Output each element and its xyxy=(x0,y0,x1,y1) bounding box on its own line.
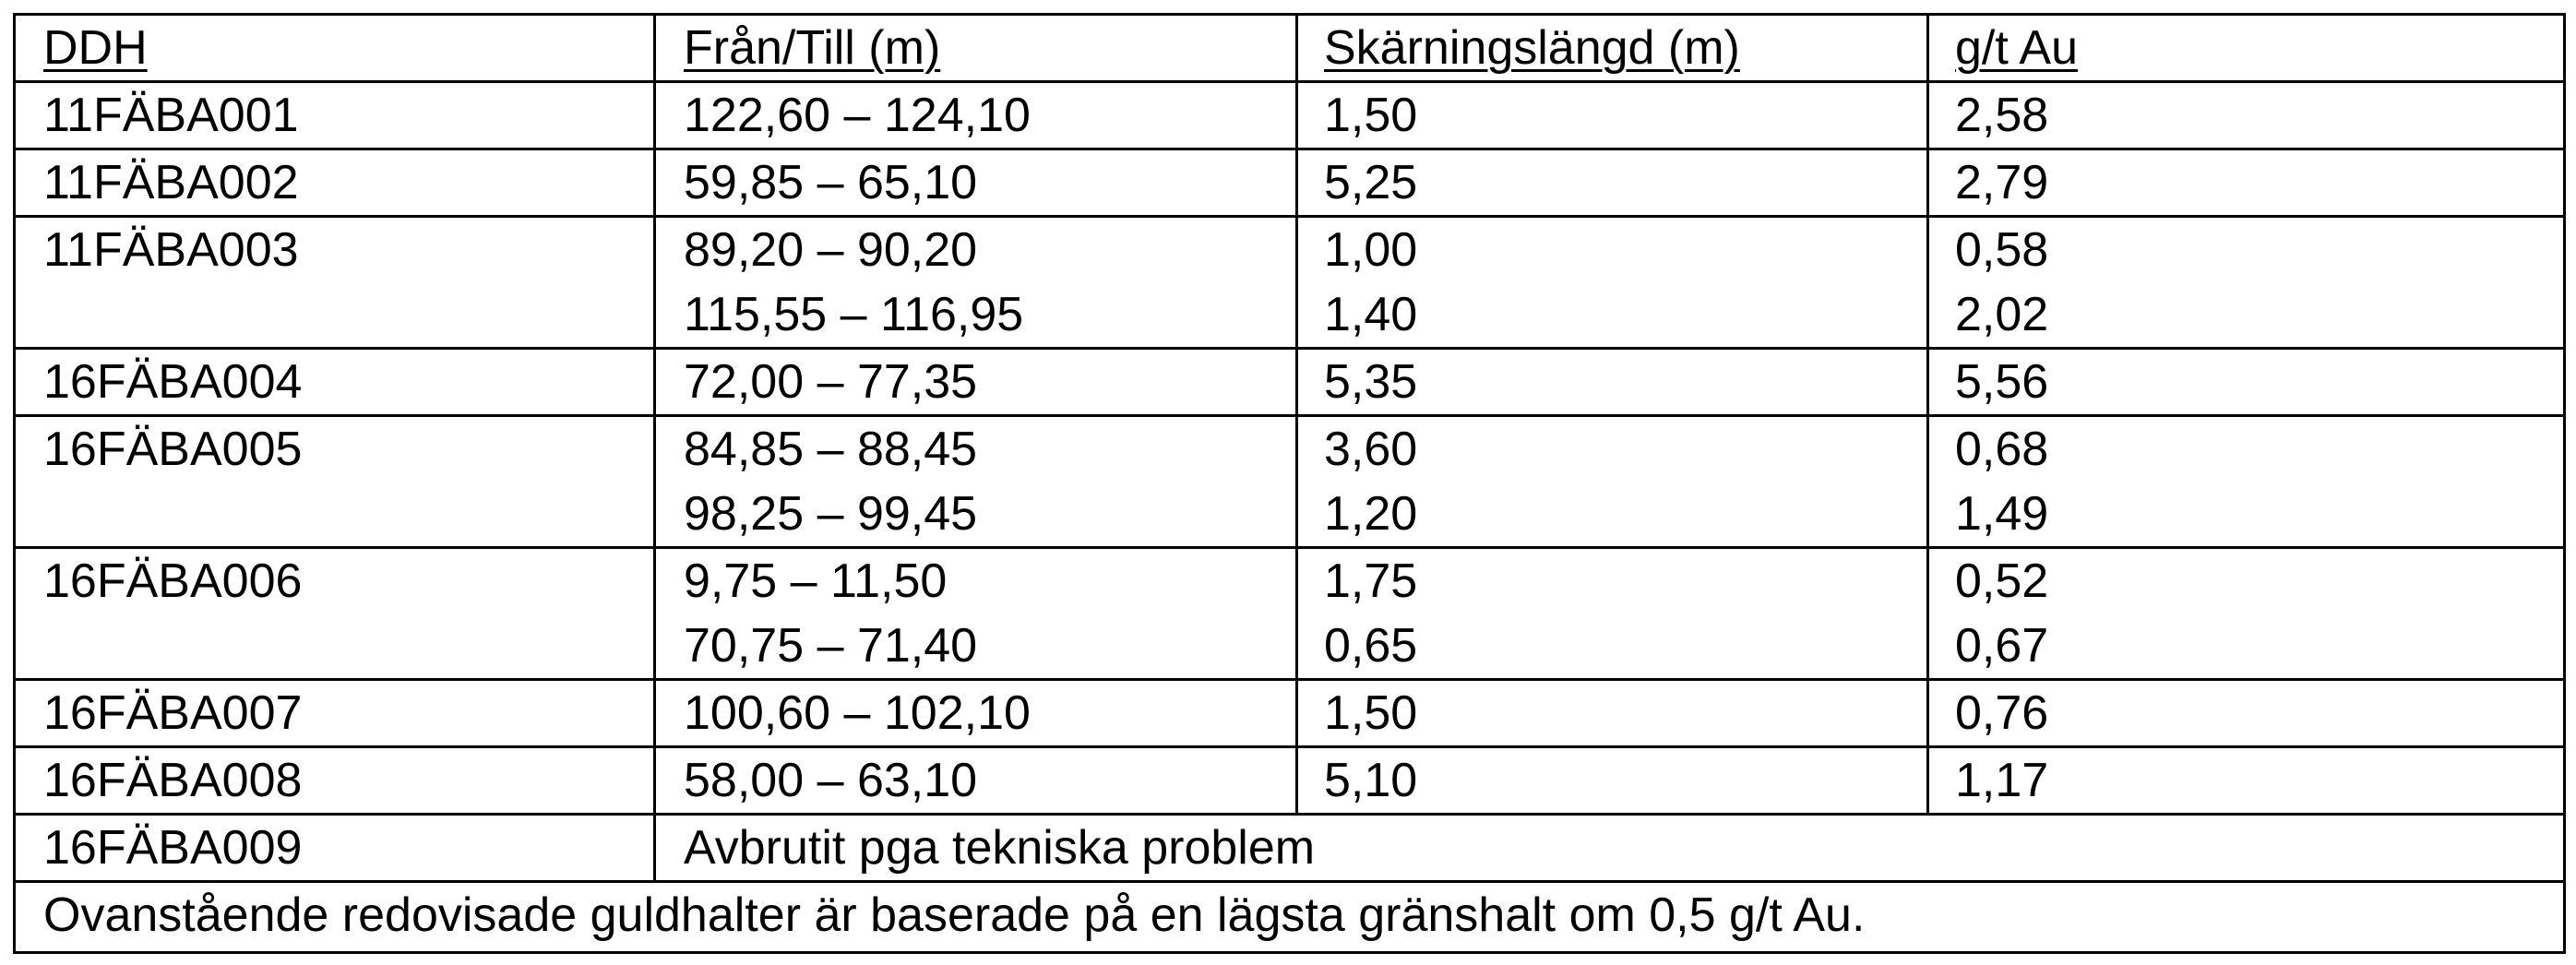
grade-cell xyxy=(1928,548,2565,680)
intercept-length: 1,75 xyxy=(1324,554,1418,608)
header-cell-grade xyxy=(1928,15,2565,82)
header-grade: g/t Au xyxy=(1955,21,2078,75)
table-row xyxy=(15,680,2565,747)
length-cell xyxy=(1297,349,1928,416)
length-cell xyxy=(1297,416,1928,548)
header-from-to: Från/Till (m) xyxy=(684,21,941,75)
ddh-cell xyxy=(15,149,655,217)
gold-grade: 0,68 xyxy=(1955,423,2049,476)
header-intercept-length: Skärningslängd (m) xyxy=(1324,21,1740,75)
length-cell xyxy=(1297,82,1928,149)
gold-grade: 2,02 xyxy=(1955,288,2049,341)
interval-cell xyxy=(655,217,1297,349)
gold-grade: 5,56 xyxy=(1955,355,2049,409)
length-cell xyxy=(1297,747,1928,815)
intercept-length: 3,60 xyxy=(1324,423,1418,476)
ddh-id: 11FÄBA001 xyxy=(43,89,299,142)
table-row xyxy=(15,349,2565,416)
interval-range: 70,75 – 71,40 xyxy=(684,619,978,673)
ddh-id: 16FÄBA007 xyxy=(43,686,303,740)
interval-cell xyxy=(655,680,1297,747)
ddh-id: 16FÄBA004 xyxy=(43,355,303,409)
grade-cell xyxy=(1928,747,2565,815)
header-cell-intercept-length xyxy=(1297,15,1928,82)
interval-range: 84,85 – 88,45 xyxy=(684,423,978,476)
gold-grade: 0,76 xyxy=(1955,686,2049,740)
ddh-cell xyxy=(15,82,655,149)
interval-cell xyxy=(655,416,1297,548)
ddh-cell xyxy=(15,548,655,680)
intercept-length: 1,50 xyxy=(1324,686,1418,740)
grade-cell xyxy=(1928,149,2565,217)
ddh-cell xyxy=(15,815,655,882)
aborted-row xyxy=(15,815,2565,882)
footnote-text: Ovanstående redovisade guldhalter är baserade på en lägsta gränshalt om 0,5 g/t Au. xyxy=(43,888,1866,942)
table-row xyxy=(15,416,2565,548)
gold-grade: 2,58 xyxy=(1955,89,2049,142)
interval-range: 59,85 – 65,10 xyxy=(684,156,978,209)
interval-range: 9,75 – 11,50 xyxy=(684,554,948,608)
intercept-length: 5,35 xyxy=(1324,355,1418,409)
table-row xyxy=(15,149,2565,217)
interval-range: 115,55 – 116,95 xyxy=(684,288,1024,341)
aborted-note: Avbrutit pga tekniska problem xyxy=(684,821,1316,875)
interval-cell xyxy=(655,149,1297,217)
interval-range: 72,00 – 77,35 xyxy=(684,355,978,409)
grade-cell xyxy=(1928,680,2565,747)
header-ddh: DDH xyxy=(43,21,148,75)
length-cell xyxy=(1297,548,1928,680)
ddh-cell xyxy=(15,349,655,416)
interval-cell xyxy=(655,747,1297,815)
ddh-id: 16FÄBA006 xyxy=(43,554,303,608)
ddh-cell xyxy=(15,747,655,815)
interval-cell xyxy=(655,349,1297,416)
aborted-note-cell xyxy=(655,815,2565,882)
interval-cell xyxy=(655,82,1297,149)
ddh-id: 16FÄBA005 xyxy=(43,423,303,476)
footnote-row xyxy=(15,882,2565,953)
length-cell xyxy=(1297,149,1928,217)
interval-range: 98,25 – 99,45 xyxy=(684,487,978,541)
intercept-length: 1,50 xyxy=(1324,89,1418,142)
header-cell-from-to xyxy=(655,15,1297,82)
intercept-length: 1,20 xyxy=(1324,487,1418,541)
gold-grade: 0,58 xyxy=(1955,223,2049,277)
intercept-length: 1,00 xyxy=(1324,223,1418,277)
table-row xyxy=(15,747,2565,815)
table-row xyxy=(15,217,2565,349)
table-row xyxy=(15,82,2565,149)
interval-range: 100,60 – 102,10 xyxy=(684,686,1031,740)
interval-range: 122,60 – 124,10 xyxy=(684,89,1031,142)
interval-range: 89,20 – 90,20 xyxy=(684,223,978,277)
interval-cell xyxy=(655,548,1297,680)
length-cell xyxy=(1297,217,1928,349)
length-cell xyxy=(1297,680,1928,747)
ddh-cell xyxy=(15,217,655,349)
grade-cell xyxy=(1928,349,2565,416)
gold-grade: 0,52 xyxy=(1955,554,2049,608)
intercept-length: 5,10 xyxy=(1324,754,1418,807)
ddh-id: 16FÄBA009 xyxy=(43,821,303,875)
gold-grade: 1,17 xyxy=(1955,754,2049,807)
drill-results-table xyxy=(13,13,2566,954)
ddh-cell xyxy=(15,416,655,548)
gold-grade: 1,49 xyxy=(1955,487,2049,541)
ddh-id: 11FÄBA003 xyxy=(43,223,299,277)
intercept-length: 5,25 xyxy=(1324,156,1418,209)
footnote-cell xyxy=(15,882,2565,953)
ddh-id: 11FÄBA002 xyxy=(43,156,299,209)
ddh-cell xyxy=(15,680,655,747)
intercept-length: 0,65 xyxy=(1324,619,1418,673)
grade-cell xyxy=(1928,416,2565,548)
intercept-length: 1,40 xyxy=(1324,288,1418,341)
header-cell-ddh xyxy=(15,15,655,82)
header-row xyxy=(15,15,2565,82)
ddh-id: 16FÄBA008 xyxy=(43,754,303,807)
table-body xyxy=(15,15,2565,953)
gold-grade: 2,79 xyxy=(1955,156,2049,209)
table-row xyxy=(15,548,2565,680)
interval-range: 58,00 – 63,10 xyxy=(684,754,978,807)
grade-cell xyxy=(1928,217,2565,349)
gold-grade: 0,67 xyxy=(1955,619,2049,673)
grade-cell xyxy=(1928,82,2565,149)
